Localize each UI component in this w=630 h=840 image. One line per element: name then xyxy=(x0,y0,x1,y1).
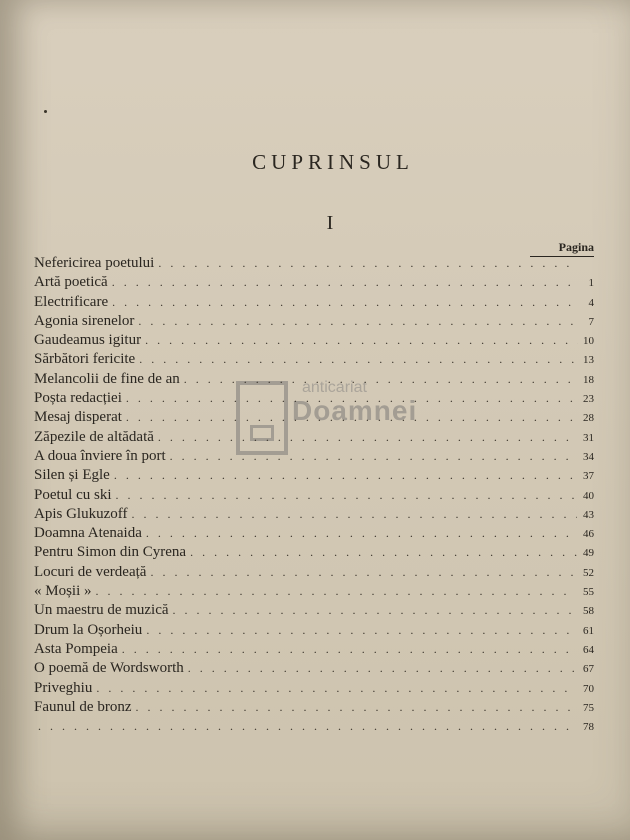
dot-leader xyxy=(150,563,577,582)
dot-leader xyxy=(135,698,577,717)
toc-entry-title: Un maestru de muzică xyxy=(34,602,169,619)
table-of-contents xyxy=(34,254,594,736)
dot-leader xyxy=(126,408,577,427)
toc-entry-title: Artă poetică xyxy=(34,274,108,291)
toc-entry-title: Apis Glukuzoff xyxy=(34,505,128,522)
toc-entry-title: Faunul de bronz xyxy=(34,698,132,715)
dot-leader xyxy=(122,640,577,659)
dot-leader xyxy=(158,254,578,273)
toc-entry xyxy=(34,543,594,562)
toc-entry-page: 55 xyxy=(583,586,594,599)
toc-entry-page: 46 xyxy=(583,528,594,541)
toc-entry-page: 1 xyxy=(588,277,594,290)
dot-leader xyxy=(126,389,577,408)
toc-entry-title: Silen și Egle xyxy=(34,467,110,484)
toc-entry-page: 78 xyxy=(583,721,594,734)
toc-entry xyxy=(34,312,594,331)
dot-leader xyxy=(138,312,577,331)
dot-leader xyxy=(96,582,576,601)
toc-entry-page: 18 xyxy=(583,373,594,386)
dot-leader xyxy=(145,331,578,350)
toc-entry-title: Drum la Oșorheiu xyxy=(34,621,143,638)
dot-leader xyxy=(38,717,574,736)
toc-entry xyxy=(34,717,594,736)
toc-entry xyxy=(34,447,594,466)
toc-entry-page: 58 xyxy=(583,605,594,618)
toc-entry-title: Melancolii de fine de an xyxy=(34,370,180,387)
dot-leader xyxy=(146,524,578,543)
ink-speck xyxy=(44,110,47,113)
toc-entry xyxy=(34,254,594,273)
toc-entry-title: O poemă de Wordsworth xyxy=(34,660,184,677)
toc-entry-page: 40 xyxy=(583,489,594,502)
toc-entry xyxy=(34,640,594,659)
toc-entry-page: 49 xyxy=(583,547,594,560)
toc-entry-title: Poetul cu ski xyxy=(34,486,112,503)
toc-entry-title: Gaudeamus igitur xyxy=(34,332,142,349)
toc-entry-title: A doua înviere în port xyxy=(34,447,166,464)
toc-entry-page: 52 xyxy=(583,566,594,579)
dot-leader xyxy=(146,621,577,640)
toc-entry xyxy=(34,601,594,620)
dot-leader xyxy=(112,273,577,292)
toc-entry xyxy=(34,621,594,640)
toc-entry xyxy=(34,408,594,427)
toc-entry xyxy=(34,563,594,582)
toc-entry xyxy=(34,389,594,408)
watermark-main-text: Doamnei xyxy=(292,395,418,426)
toc-entry-page: 61 xyxy=(583,624,594,637)
dot-leader xyxy=(114,466,577,485)
toc-entry xyxy=(34,350,594,369)
dot-leader xyxy=(116,486,577,505)
toc-entry-title: Asta Pompeia xyxy=(34,640,118,657)
toc-entry-page: 64 xyxy=(583,643,594,656)
toc-entry-page: 4 xyxy=(588,296,594,309)
toc-entry xyxy=(34,524,594,543)
dot-leader xyxy=(173,601,579,620)
toc-entry-title: Poșta redacției xyxy=(34,390,122,407)
dot-leader xyxy=(184,370,579,389)
page-column-header: Pagina xyxy=(530,240,594,257)
dot-leader xyxy=(170,447,579,466)
toc-entry xyxy=(34,428,594,447)
toc-entry xyxy=(34,505,594,524)
toc-entry-title: Mesaj disperat xyxy=(34,409,122,426)
dot-leader xyxy=(139,350,577,369)
toc-entry-title: Pentru Simon din Cyrena xyxy=(34,544,187,561)
toc-entry-page: 37 xyxy=(583,470,594,483)
watermark-top-text: anticariat xyxy=(302,379,367,396)
toc-entry-page: 31 xyxy=(583,431,594,444)
dot-leader xyxy=(188,659,579,678)
toc-entry-page: 70 xyxy=(583,682,594,695)
toc-entry-page: 13 xyxy=(583,354,594,367)
toc-entry-page: 10 xyxy=(583,335,594,348)
toc-entry xyxy=(34,293,594,312)
dot-leader xyxy=(131,505,577,524)
toc-entry-page: 75 xyxy=(583,701,594,714)
toc-entry-page: 34 xyxy=(583,450,594,463)
toc-entry-title: Nefericirea poetului xyxy=(34,255,155,271)
dot-leader xyxy=(96,679,575,698)
dot-leader xyxy=(190,543,579,562)
toc-entry-title: « Moșii » xyxy=(34,583,92,600)
toc-entry-title: Doamna Atenaida xyxy=(34,525,142,542)
toc-entry-title: Priveghiu xyxy=(34,679,93,696)
page-title: CUPRINSUL xyxy=(252,150,414,174)
toc-entry-page: 7 xyxy=(588,315,594,328)
toc-entry xyxy=(34,659,594,678)
toc-entry-page: 67 xyxy=(583,663,594,676)
toc-entry-title: Electrificare xyxy=(34,293,109,310)
toc-entry-title: Agonia sirenelor xyxy=(34,312,135,329)
toc-entry xyxy=(34,273,594,292)
toc-entry-page: 28 xyxy=(583,412,594,425)
toc-entry xyxy=(34,466,594,485)
toc-entry xyxy=(34,679,594,698)
toc-entry-page: 23 xyxy=(583,393,594,406)
toc-entry-title: Sărbători fericite xyxy=(34,351,136,368)
toc-entry-title: Locuri de verdeață xyxy=(34,563,147,580)
dot-leader xyxy=(158,428,578,447)
toc-entry xyxy=(34,370,594,389)
toc-entry-title: Zăpezile de altădată xyxy=(34,428,154,445)
dot-leader xyxy=(112,293,576,312)
toc-entry xyxy=(34,331,594,350)
toc-entry-page: 43 xyxy=(583,508,594,521)
section-numeral: I xyxy=(326,212,334,234)
toc-entry xyxy=(34,486,594,505)
toc-entry xyxy=(34,698,594,717)
toc-entry xyxy=(34,582,594,601)
